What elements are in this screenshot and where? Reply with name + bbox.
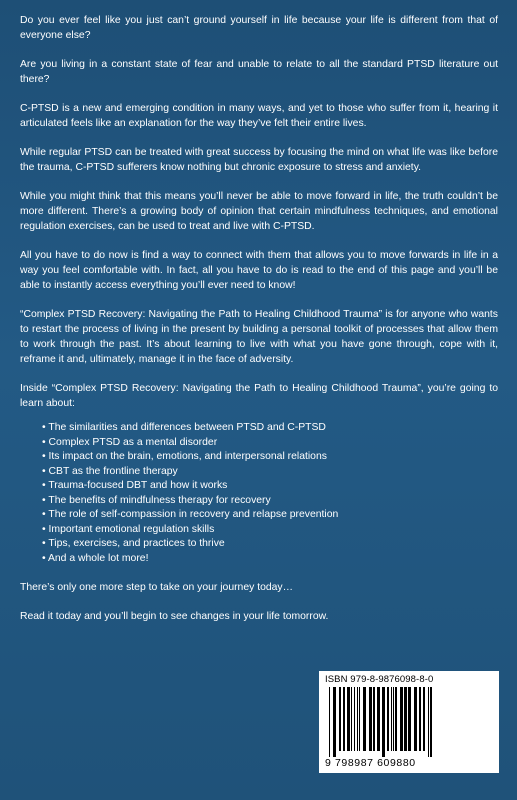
barcode-number: 9 798987 609880 xyxy=(325,757,416,769)
list-item: • Complex PTSD as a mental disorder xyxy=(42,436,498,451)
blurb-paragraph-1: Do you ever feel like you just can’t ground yourself in life because your life is different from that of everyone else? xyxy=(20,15,498,41)
barcode-bar xyxy=(377,687,380,751)
barcode-bar xyxy=(363,687,366,751)
barcode-bar xyxy=(395,687,397,751)
barcode-bar xyxy=(423,687,425,751)
isbn-barcode xyxy=(319,671,499,773)
list-item: • And a whole lot more! xyxy=(42,552,498,567)
barcode-bars xyxy=(327,687,491,757)
barcode-bar xyxy=(333,687,336,757)
barcode-bar xyxy=(430,687,432,757)
blurb-text xyxy=(20,10,498,638)
barcode-bar xyxy=(382,687,385,757)
barcode-bar xyxy=(354,687,355,751)
barcode-bar xyxy=(329,687,330,757)
list-item: • The similarities and differences between PTSD and C-PTSD xyxy=(42,421,498,436)
list-item: • CBT as the frontline therapy xyxy=(42,465,498,480)
list-item: • The benefits of mindfulness therapy for recovery xyxy=(42,494,498,509)
blurb-paragraph-2: Are you living in a constant state of fear and unable to relate to all the standard PTSD literature out there? xyxy=(20,59,498,85)
barcode-bar xyxy=(359,687,360,751)
barcode-bar xyxy=(343,687,345,751)
list-item: • Trauma-focused DBT and how it works xyxy=(42,479,498,494)
barcode-bar xyxy=(373,687,375,751)
barcode-bar xyxy=(428,687,429,757)
list-item: • Important emotional regulation skills xyxy=(42,523,498,538)
isbn-label: ISBN 979-8-9876098-8-0 xyxy=(325,674,434,685)
closing-paragraph-2: Read it today and you’ll begin to see changes in your life tomorrow. xyxy=(20,611,329,622)
list-item: • The role of self-compassion in recovery and relapse prevention xyxy=(42,508,498,523)
barcode-bar xyxy=(400,687,403,751)
barcode-bar xyxy=(391,687,392,751)
blurb-paragraph-3: C-PTSD is a new and emerging condition in many ways, and yet to those who suffer from it, hearing it articulated feels like an explanation for the way they’ve felt their entire lives. xyxy=(20,103,498,129)
barcode-bar xyxy=(419,687,421,751)
barcode-bar xyxy=(387,687,389,751)
barcode-bar xyxy=(369,687,372,751)
list-item: • Tips, exercises, and practices to thrive xyxy=(42,537,498,552)
blurb-paragraph-7: “Complex PTSD Recovery: Navigating the Path to Healing Childhood Trauma” is for anyone who wants to restart the process of living in the present by building a personal toolkit of processes that allow them to work through the past. It’s about learning to live with what you have gone through, cope with it, reframe it and, ultimately, manage it in the face of adversity. xyxy=(20,309,498,365)
barcode-bar xyxy=(347,687,350,751)
barcode-bar xyxy=(393,687,394,751)
blurb-paragraph-8: Inside “Complex PTSD Recovery: Navigating the Path to Healing Childhood Trauma”, you’re going to learn about: xyxy=(20,383,498,409)
learning-list xyxy=(42,421,498,566)
barcode-bar xyxy=(414,687,417,751)
barcode-bar xyxy=(404,687,407,751)
barcode-bar xyxy=(408,687,411,751)
blurb-paragraph-4: While regular PTSD can be treated with great success by focusing the mind on what life was like before the trauma, C-PTSD sufferers know nothing but chronic exposure to stress and anxiety. xyxy=(20,147,498,173)
barcode-bar xyxy=(339,687,341,751)
barcode-bar xyxy=(351,687,352,751)
barcode-bar xyxy=(357,687,358,751)
blurb-paragraph-5: While you might think that this means you’ll never be able to move forward in life, the truth couldn’t be more different. There’s a growing body of opinion that certain mindfulness techniques, and emotional regulation exercises, can be used to treat and live with C-PTSD. xyxy=(20,191,498,232)
list-item: • Its impact on the brain, emotions, and interpersonal relations xyxy=(42,450,498,465)
blurb-paragraph-6: All you have to do now is find a way to connect with them that allows you to move forwards in life in a way you feel comfortable with. In fact, all you have to do is read to the end of this page and you’ll be able to instantly access everything you’ll ever need to know! xyxy=(20,250,498,291)
closing-paragraph-1: There’s only one more step to take on your journey today… xyxy=(20,582,294,593)
